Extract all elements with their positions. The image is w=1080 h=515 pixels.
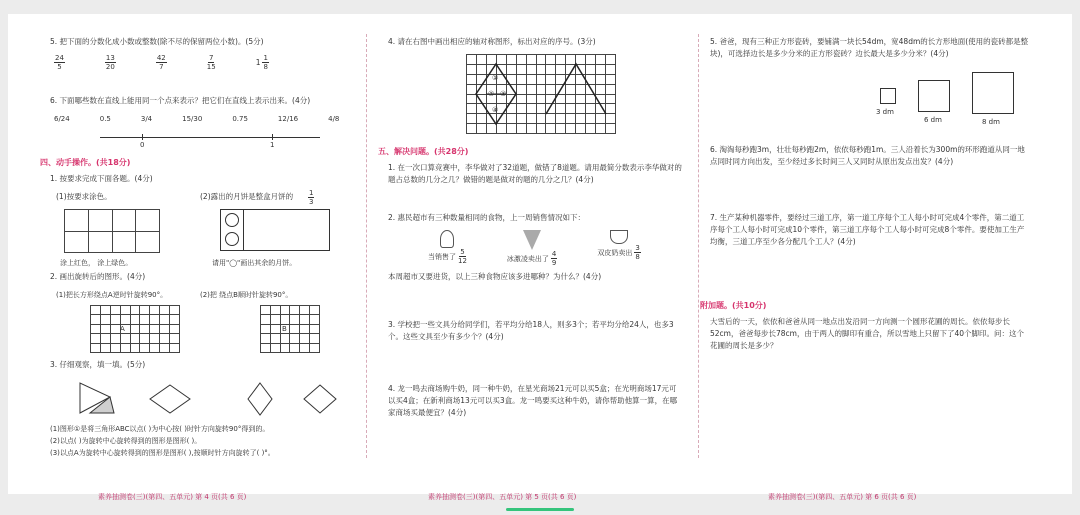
fraction: $\frac{7}{15}$: [206, 54, 216, 71]
q4-3: 3. 仔细观察，填一填。(5分): [50, 360, 146, 369]
rotate-grid-b: [260, 305, 320, 353]
rotation-figures: [50, 377, 350, 419]
icecream-icon: [440, 230, 454, 248]
page-5: [378, 36, 683, 425]
section-4-title: 四、动手操作。(共18分): [40, 158, 131, 167]
question-7: 7. 生产某种机器零件，要经过三道工序，第一道工序每个工人每小时可完成4个零件，第二道工序每个工人每小时可完成10个零件，第三道工序每个工人每小时可完成8个零件。要使加工生产均衡，三道工序至少各分配几个工人？(4分): [710, 213, 1025, 246]
food-item: 双皮奶卖出 $\frac{3}{8}$: [597, 230, 640, 267]
food-item: 当销售了 $\frac{5}{12}$: [428, 230, 467, 267]
pudding-icon: [610, 230, 628, 244]
question-5: 5. 爸爸，现有三种正方形瓷砖，要铺满一块长54dm，宽48dm的长方形地面(使用的瓷砖都是整块)，可选择边长是多少分米的正方形瓷砖？边长最大是多少分米？(4分): [710, 37, 1029, 58]
q5-4: 4. 龙一鸣去商场购牛奶，同一种牛奶，在星光商场21元可以买5盒；在光明商场17元可以买4盒；在新利商场13元可以买3盒。龙一鸣要买这种牛奶，请你帮助他算一算，在哪家商场买最便宜？(4分): [388, 384, 678, 417]
page-divider: [366, 34, 367, 458]
page-4: [40, 36, 350, 459]
page-footer: 素养抽测卷(三)(第四、五单元) 第 6 页(共 6 页): [768, 493, 917, 501]
mooncake-box: [220, 209, 330, 251]
scroll-indicator[interactable]: [506, 508, 574, 511]
page-footer: 素养抽测卷(三)(第四、五单元) 第 5 页(共 6 页): [428, 493, 577, 501]
page-footer: 素养抽测卷(三)(第四、五单元) 第 4 页(共 6 页): [98, 493, 247, 501]
tile-figures: 3 dm 6 dm 8 dm: [710, 66, 1030, 124]
rotate-grid-a: [90, 305, 180, 353]
q4-2-figures: (1)把长方形绕点A逆时针旋转90°。 (2)把 绕点B顺时针旋转90°。 A B: [50, 289, 350, 355]
section-5-title: 五、解决问题。(共28分): [378, 147, 469, 156]
q5-2-tail: 本周超市又要进货，以上三种食物应该多进哪种？为什么？(4分): [388, 272, 602, 281]
fraction: $\frac{42}{7}$: [156, 54, 166, 71]
tile-8dm: [972, 72, 1014, 114]
q5-fractions: [54, 54, 350, 71]
fraction: $\frac{13}{20}$: [105, 54, 115, 71]
page-6: [700, 36, 1030, 358]
cone-icon: [523, 230, 541, 250]
q6-values: 6/24 0.5 3/4 15/30 0.75 12/16 4/8: [54, 115, 340, 123]
fraction: $\frac{24}{5}$: [55, 54, 64, 71]
mixed-fraction: 1 $\frac{1}{8}$: [255, 54, 268, 71]
q4-3-line2: (2)以点( )为旋转中心旋转得到的图形是图形( )。: [50, 437, 202, 445]
q4-3-line3: (3)以点A为旋转中心旋转得到的图形是图形( ),按顺时针方向旋转了( )°。: [50, 449, 275, 457]
q5-1: 1. 在一次口算竞赛中，李华做对了32道题，做错了8道题。请用最简分数表示李华做对的题占总数的几分之几？做错的题是做对的题的几分之几？(4分): [388, 163, 682, 184]
food-items: [428, 230, 683, 267]
food-item: 冰激凌卖出了 $\frac{4}{9}$: [507, 230, 557, 267]
bonus-title: 附加题。(共10分): [700, 301, 767, 310]
q4-3-line1: (1)图形①是将三角形ABC以点( )为中心按( )时针方向旋转90°得到的。: [50, 425, 270, 433]
bonus-question: 大雪后的一天，依依和爸爸从同一地点出发沿同一方向测一个圆形花圃的周长。依依每步长52cm，爸爸每步长78cm，由于两人的脚印有重合，所以雪地上只留下了40个脚印。问：这个花圃的周长是多少？: [710, 317, 1024, 350]
question-6: 6. 淘淘每秒跑3m，壮壮每秒跑2m，依依每秒跑1m。三人沿着长为300m的环形跑道从同一地点同时同方向出发，至少经过多长时间三人又同时从原出发点出发？(4分): [710, 145, 1025, 166]
color-grid: [64, 209, 160, 253]
number-line: 0 1: [100, 131, 320, 149]
tile-3dm: [880, 88, 896, 104]
question-4: 4. 请在右图中画出相应的轴对称图形，标出对应的序号。(3分): [388, 37, 596, 46]
q5-3: 3. 学校把一些文具分给同学们，若平均分给18人，则多3个；若平均分给24人，也多3个。这些文具至少有多少个？(4分): [388, 320, 674, 341]
exam-sheet: [8, 14, 1072, 501]
page-divider: [698, 34, 699, 458]
q4-2: 2. 画出旋转后的图形。(4分): [50, 272, 146, 281]
q4-1-figures: (1)按要求涂色。 (2)露出的月饼是整盒月饼的 $\frac{1}{3}$ 涂上红色， 涂上绿色。 请用"◯"画出其余的月饼。: [50, 191, 350, 271]
q5-2: 2. 惠民超市有三种数量相同的食物，上一周销售情况如下：: [388, 213, 586, 222]
q4-1: 1. 按要求完成下面各题。(4分): [50, 174, 153, 183]
question-5: 5. 把下面的分数化成小数或整数(除不尽的保留两位小数)。(5分): [50, 37, 264, 46]
symmetry-figure: ① ② ③ ④: [388, 54, 683, 138]
question-6: 6. 下面哪些数在直线上能用同一个点来表示？把它们在直线上表示出来。(4分): [50, 96, 311, 105]
tile-6dm: [918, 80, 950, 112]
